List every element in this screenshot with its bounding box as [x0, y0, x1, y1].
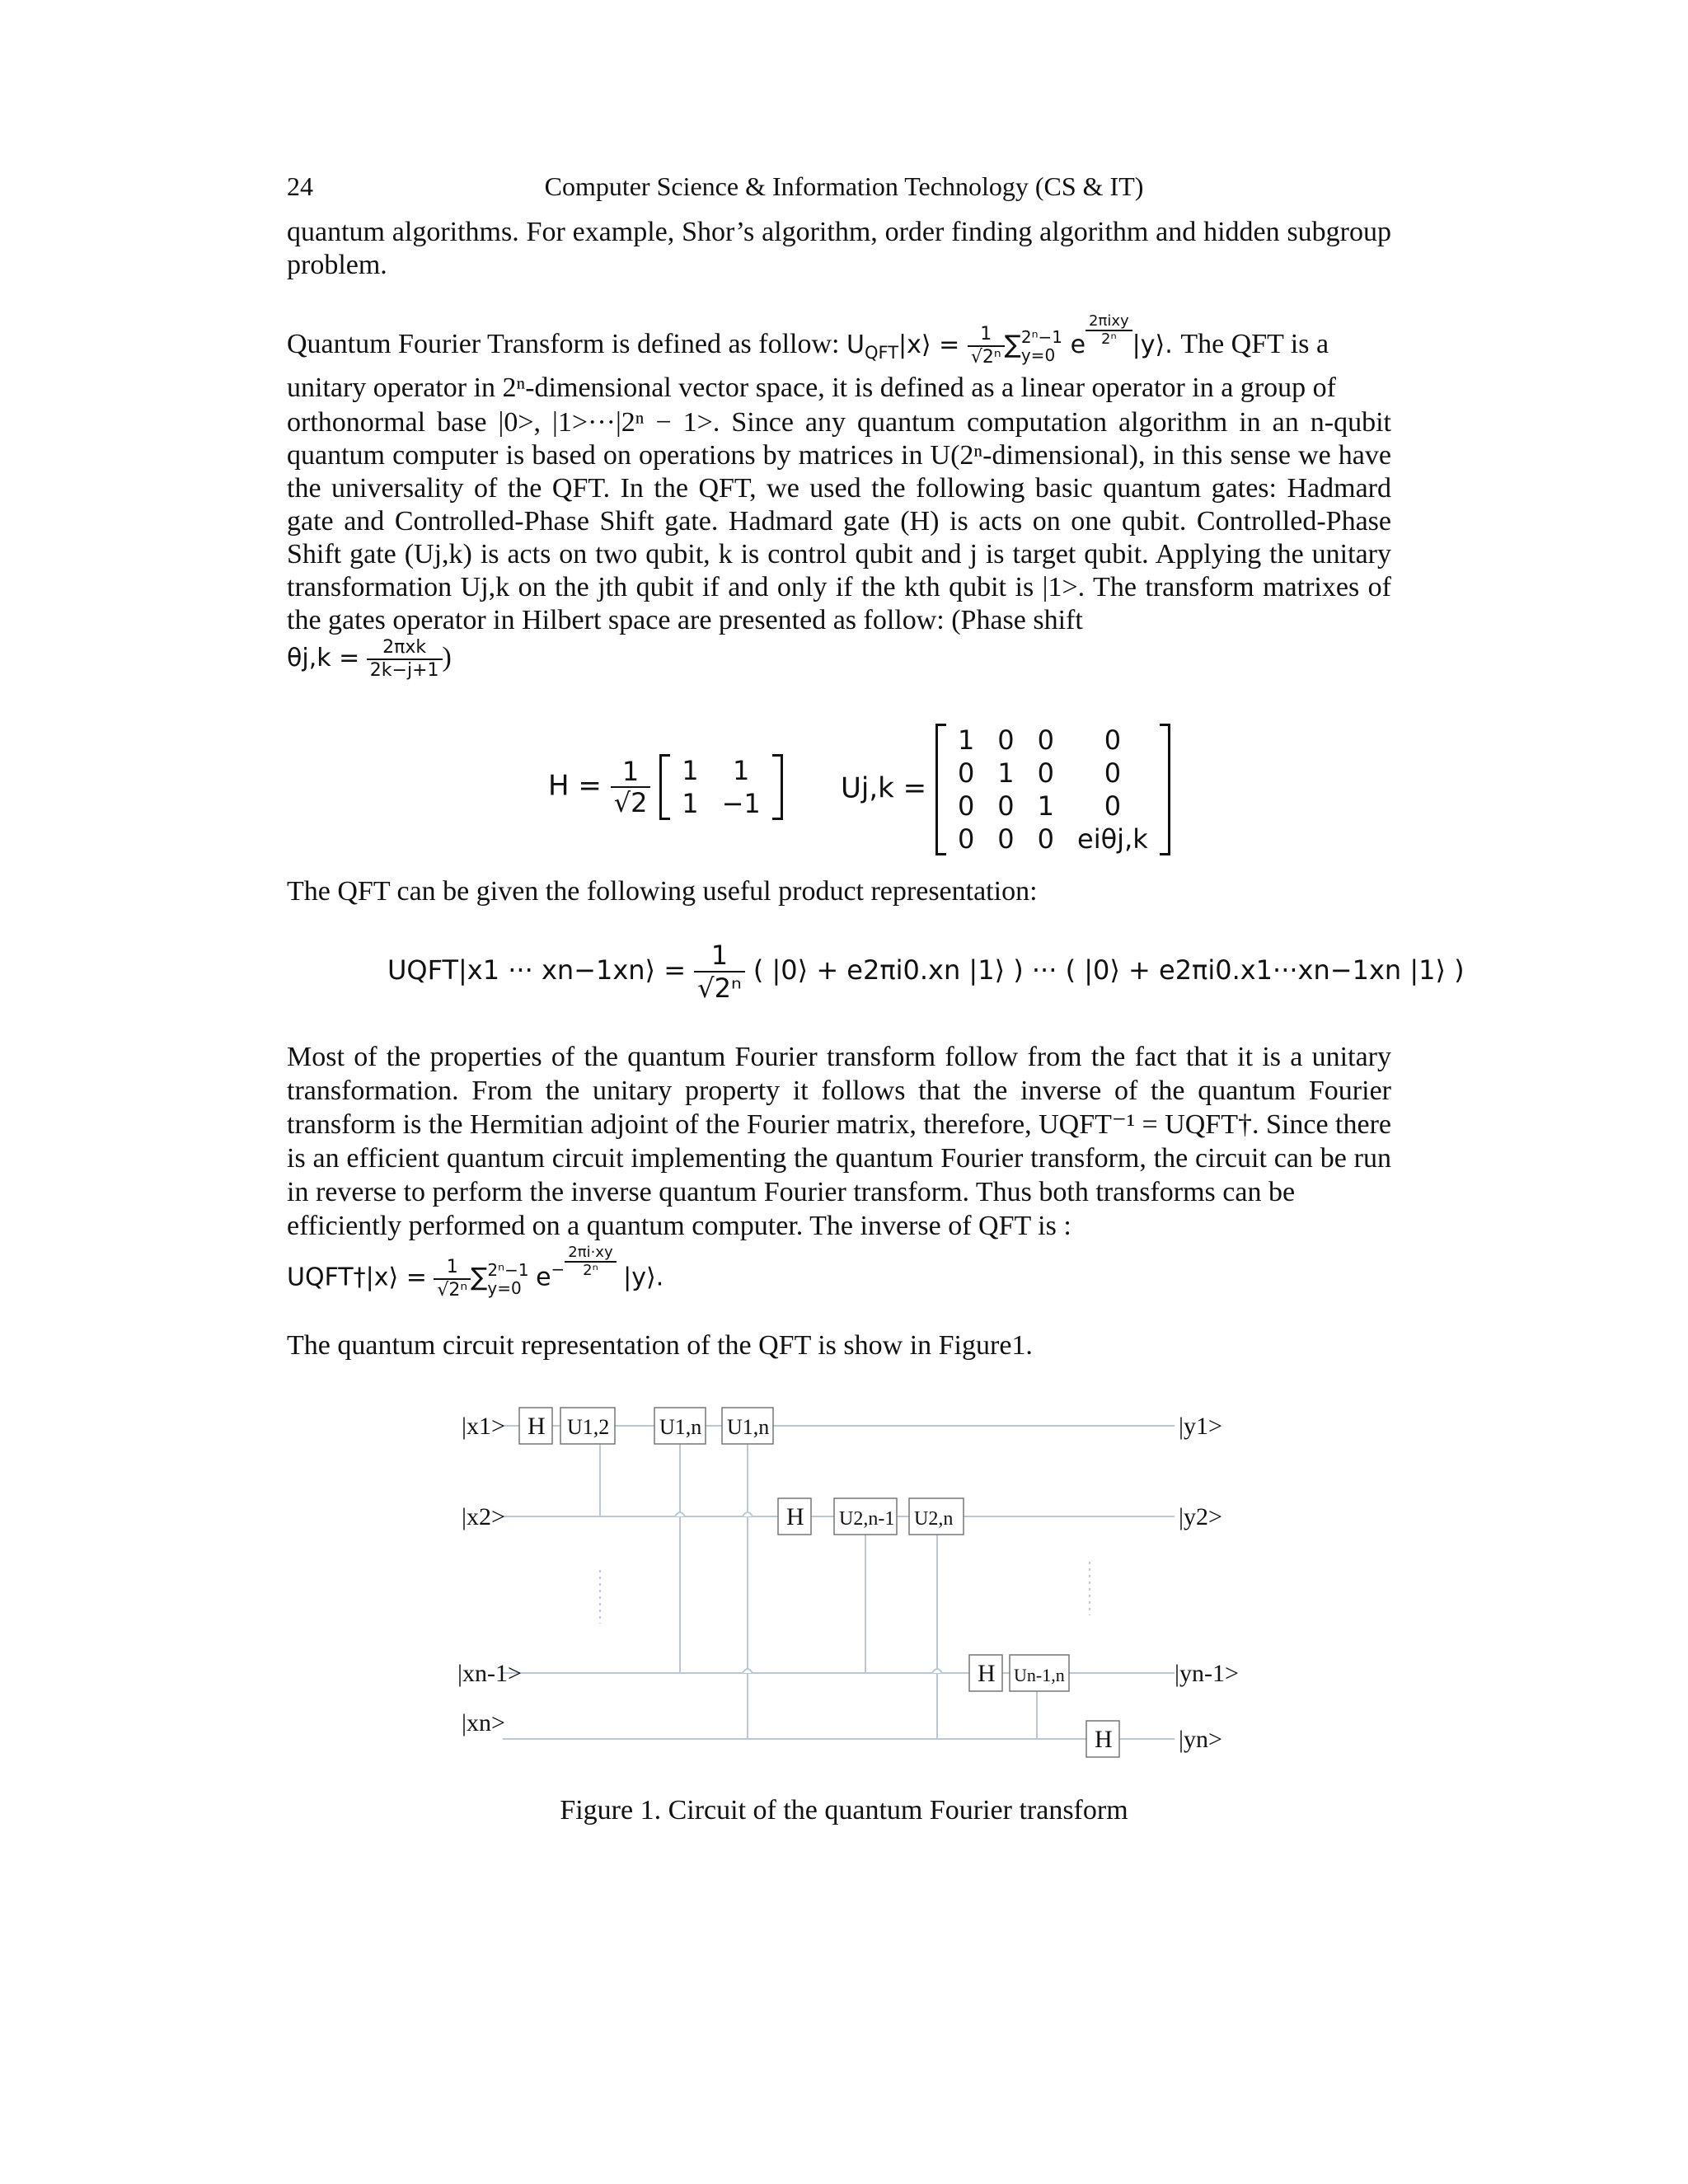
qft-definition-line: [287, 313, 1391, 368]
gate-label-h-3: H: [978, 1660, 996, 1687]
paragraph-2-line-2: unitary operator in 2ⁿ-dimensional vector space, it is defined as a linear operator in a group of: [287, 372, 1336, 403]
gate-label-u12: U1,2: [567, 1415, 610, 1439]
hadamard-fraction: $\frac{1}{√2}$: [611, 757, 651, 818]
output-y1: |y1>: [1179, 1413, 1222, 1440]
input-xn: |xn>: [462, 1709, 505, 1736]
phase-shift-matrix-equation: [841, 724, 1170, 855]
theta-definition: θj,k = $\frac{\text{2πxk}}{2k-j+1}$ ): [287, 636, 452, 681]
output-yn-1: |yn-1>: [1175, 1660, 1239, 1687]
gate-label-h-4: H: [1095, 1726, 1113, 1753]
running-header: Computer Science & Information Technology (CS & IT): [544, 171, 1144, 201]
gate-label-u2n-1: U2,n-1: [839, 1508, 895, 1530]
page-number: 24: [287, 171, 313, 201]
qft-definition-lead: Quantum Fourier Transform is defined as follow:: [287, 329, 840, 359]
paragraph-4: [287, 1040, 1391, 1301]
figure-caption: Figure 1. Circuit of the quantum Fourier transform: [560, 1795, 1128, 1825]
crossing-bridge-2: [743, 1512, 753, 1516]
qft-u-sub: QFT: [864, 343, 899, 363]
product-rhs: ( |0⟩ + e2πi0.xn |1⟩ ) ··· ( |0⟩ + e2πi0.x1···xn−1xn |1⟩ ): [753, 954, 1465, 986]
hadamard-lhs: H =: [548, 769, 602, 803]
paragraph-3: [287, 875, 1391, 908]
gate-label-u1n-b: U1,n: [727, 1415, 770, 1439]
gate-label-u1n-a: U1,n: [659, 1415, 702, 1439]
qft-sum-symbol: ∑: [1004, 330, 1021, 359]
inverse-norm-fraction: $\frac{1}{\text{√2ⁿ}}$: [434, 1257, 471, 1301]
input-xn-1: |xn-1>: [457, 1660, 522, 1687]
phase-shift-matrix: 1 0 0 0 0 1 0 0 0 0 1 0 0 0 0 eiθj,k: [935, 724, 1170, 855]
paragraph-1: [287, 216, 1391, 282]
qft-definition-equation: $U_{QFT}|x⟩$ = $\frac{1}{\text{√2ⁿ}}$ ∑ 2ⁿ−1 y=0 e $\frac{\text{2πixy}}{\text{2ⁿ}}$ |y⟩.: [846, 312, 1173, 368]
gate-label-h-1: H: [528, 1413, 546, 1440]
gate-label-h-2: H: [786, 1503, 804, 1530]
product-representation-equation: [387, 940, 1465, 1004]
product-fraction: $\frac{1}{\text{√2ⁿ}}$: [694, 940, 745, 1004]
paragraph-5-text: The quantum circuit representation of the QFT is show in Figure1.: [287, 1330, 1033, 1361]
output-y2: |y2>: [1179, 1503, 1222, 1530]
input-x2: |x2>: [462, 1503, 505, 1530]
input-x1: |x1>: [462, 1413, 505, 1440]
qft-exponent-fraction: $\frac{\text{2πixy}}{\text{2ⁿ}}$: [1085, 313, 1132, 348]
qft-definition-tail: The QFT is a: [1180, 329, 1329, 359]
hadamard-matrix: 1 1 1 −1: [659, 754, 783, 820]
output-yn: |yn>: [1179, 1726, 1222, 1753]
crossing-bridge-4: [932, 1669, 942, 1673]
product-lhs: UQFT|x1 ··· xn−1xn⟩ =: [387, 954, 687, 986]
qft-ket-x: |x⟩ =: [898, 330, 960, 359]
qft-u: U: [846, 330, 865, 359]
paragraph-5: [287, 1329, 1391, 1362]
phase-shift-lhs: Uj,k =: [841, 771, 927, 805]
qft-exp-base: e: [1070, 330, 1086, 359]
crossing-bridge-1: [675, 1512, 685, 1516]
paragraph-1-text: quantum algorithms. For example, Shor’s algorithm, order finding algorithm and hidden subgroup problem.: [287, 217, 1391, 280]
inverse-exponent-fraction: $\frac{2\pi i\cdot xy}{\text{2ⁿ}}$: [565, 1244, 616, 1279]
gate-label-u2n: U2,n: [914, 1508, 954, 1530]
qft-circuit-diagram: [445, 1393, 1269, 1772]
inverse-qft-equation: UQFT†|x⟩ = $\frac{1}{\text{√2ⁿ}}$ ∑ 2ⁿ−1 y=0 e− $\frac{2\pi i\cdot xy}{\text{2ⁿ}}$ |y⟩.: [287, 1244, 664, 1301]
gate-label-un-1n: Un-1,n: [1014, 1665, 1065, 1685]
hadamard-matrix-equation: [548, 754, 783, 820]
theta-fraction: $\frac{\text{2πxk}}{2k-j+1}$: [367, 637, 443, 682]
qft-norm-fraction: $\frac{1}{\text{√2ⁿ}}$: [968, 324, 1005, 368]
qft-ket-y: |y⟩.: [1132, 330, 1173, 359]
paragraph-4-last-line: efficiently performed on a quantum computer. The inverse of QFT is :: [287, 1211, 1071, 1241]
paragraph-4-text: Most of the properties of the quantum Fourier transform follow from the fact that it is a unitary transformation. From the unitary property it follows that the inverse of the quantum Fourier transform is the Hermitian adjoint of the Fourier matrix, therefore, UQFT⁻¹ = UQFT†. Since there is an efficient quantum circuit implementing the quantum Fourier transform, the circuit can be run in reverse to perform the inverse quantum Fourier transform. Thus both transforms can be: [287, 1042, 1391, 1207]
crossing-bridge-3: [743, 1669, 753, 1673]
paragraph-2-rest: orthonormal base |0>, |1>···|2ⁿ − 1>. Since any quantum computation algorithm in an n-qubit quantum computer is based on operations by matrices in U(2ⁿ-dimensional), in this sense we have the universality of the QFT. In the QFT, we used the following basic quantum gates: Hadmard gate and Controlled-Phase Shift gate. Hadmard gate (H) is acts on one qubit. Controlled-Phase Shift gate (Uj,k) is acts on two qubit, k is control qubit and j is target qubit. Applying the unitary transformation Uj,k on the jth qubit if and only if the kth qubit is |1>. The transform matrixes of the gates operator in Hilbert space are presented as follow: (Phase shift: [287, 406, 1391, 635]
paragraph-3-text: The QFT can be given the following useful product representation:: [287, 876, 1038, 907]
paragraph-2: [287, 313, 1391, 682]
